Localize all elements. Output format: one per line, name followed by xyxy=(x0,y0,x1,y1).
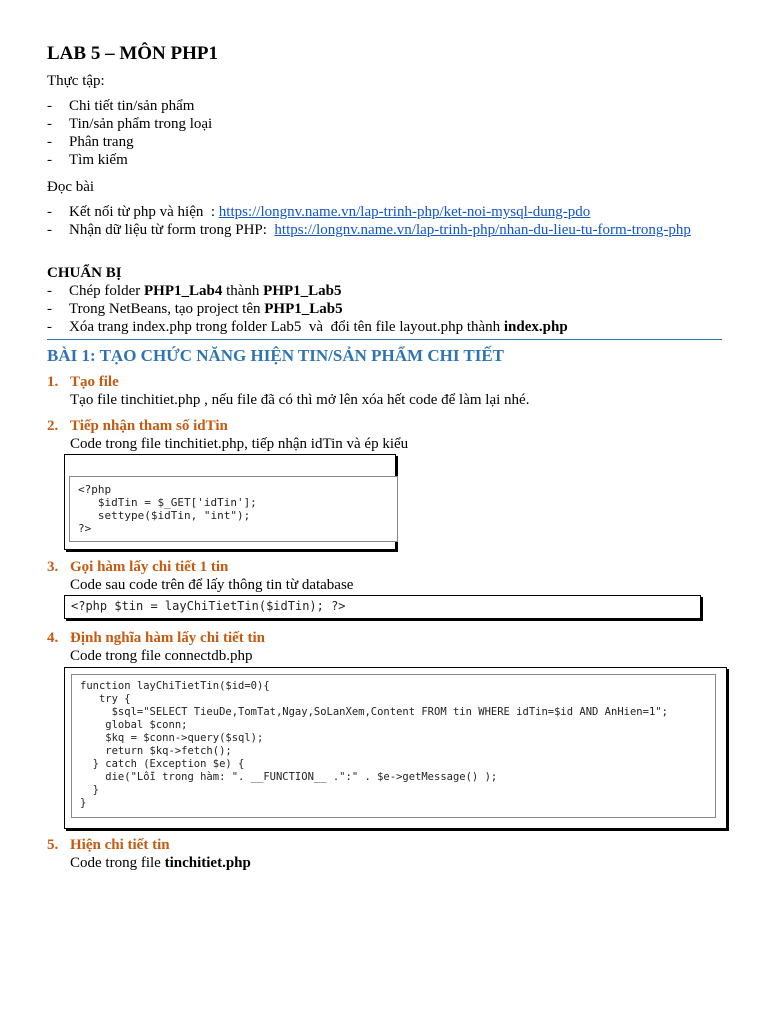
code-text: function layChiTietTin($id=0){ try { $sql="SELECT TieuDe,TomTat,Ngay,SoLanXem,Content FROM tin WHERE idTin=$id AND AnHien=1"; global $conn; $kq = $conn->query($sql); return $kq->fetch(); } catch (Exception $e) { die("Lỗi trong hàm: ". __FUNCTION__ .":" . $e->getMessage() ); } } xyxy=(80,680,668,809)
code-block-function xyxy=(71,674,716,818)
step-heading: Gọi hàm lấy chi tiết 1 tin xyxy=(70,559,229,575)
list-item: - Chép folder PHP1_Lab4 thành PHP1_Lab5 xyxy=(47,283,342,299)
step-body-file: tinchitiet.php xyxy=(164,855,251,871)
reading-heading: Đọc bài xyxy=(47,179,95,195)
prep-project-name: PHP1_Lab5 xyxy=(264,301,343,317)
prep-file-name: index.php xyxy=(503,319,568,335)
list-item: - Trong NetBeans, tạo project tên PHP1_Lab5 xyxy=(47,301,343,317)
list-item-text: Tìm kiếm xyxy=(69,152,128,168)
code-block-get-id xyxy=(69,476,398,542)
step-body: Code trong file tinchitiet.php, tiếp nhận idTin và ép kiểu xyxy=(70,436,409,452)
list-item-text: Tin/sản phẩm trong loại xyxy=(69,116,213,132)
step-body: Code trong file connectdb.php xyxy=(70,648,253,664)
prep-heading: CHUẨN BỊ xyxy=(47,265,122,281)
code-text: <?php $tin = layChiTietTin($idTin); ?> xyxy=(71,599,346,613)
step-heading: Tạo file xyxy=(70,374,119,390)
step-number: 3. xyxy=(47,559,59,575)
prep-text: Trong NetBeans, tạo project tên xyxy=(69,301,265,317)
step-heading: Định nghĩa hàm lấy chi tiết tin xyxy=(70,630,266,646)
step-body: Tạo file tinchitiet.php , nếu file đã có thì mở lên xóa hết code để làm lại nhé. xyxy=(70,392,530,408)
step-number: 2. xyxy=(47,418,59,434)
list-item: - Phân trang xyxy=(47,134,134,150)
code-text: <?php $idTin = $_GET['idTin']; settype($idTin, "int"); ?> xyxy=(78,483,257,535)
step-heading: Tiếp nhận tham số idTin xyxy=(70,418,228,434)
section-heading: BÀI 1: TẠO CHỨC NĂNG HIỆN TIN/SẢN PHẨM CHI TIẾT xyxy=(47,346,505,365)
list-item: - Tin/sản phẩm trong loại xyxy=(47,116,213,132)
list-item: - Xóa trang index.php trong folder Lab5 và đổi tên file layout.php thành index.php xyxy=(47,319,568,335)
step-number: 1. xyxy=(47,374,59,390)
prep-folder-old: PHP1_Lab4 xyxy=(143,283,223,299)
step-body: Code sau code trên để lấy thông tin từ database xyxy=(70,577,354,593)
divider xyxy=(47,339,722,340)
code-block-call xyxy=(64,595,701,619)
step-body xyxy=(70,854,251,872)
practice-list xyxy=(47,97,212,169)
step-number: 5. xyxy=(47,837,59,853)
list-item: - Chi tiết tin/sản phẩm xyxy=(47,98,195,114)
list-item-text: Kết nối từ php và hiện : xyxy=(69,204,219,220)
reading-list xyxy=(47,203,722,239)
list-item: - Tìm kiếm xyxy=(47,152,128,168)
prep-text: thành xyxy=(222,283,264,299)
list-item: - Nhận dữ liệu từ form trong PHP: https://longnv.name.vn/lap-trinh-php/nhan-du-lieu-tu-form-trong-php xyxy=(47,222,691,238)
prep-folder-new: PHP1_Lab5 xyxy=(263,283,342,299)
step-body-text: Code trong file xyxy=(70,855,165,871)
reading-link-pdo[interactable]: https://longnv.name.vn/lap-trinh-php/ket-noi-mysql-dung-pdo xyxy=(218,204,591,220)
list-item: - Kết nối từ php và hiện : https://longnv.name.vn/lap-trinh-php/ket-noi-mysql-dung-pdo xyxy=(47,204,591,220)
prep-text: Xóa trang index.php trong folder Lab5 và đổi tên file layout.php thành xyxy=(69,319,504,335)
prep-list xyxy=(47,282,568,336)
step-number: 4. xyxy=(47,630,59,646)
list-item-text: Phân trang xyxy=(69,134,134,150)
step-heading: Hiện chi tiết tin xyxy=(70,837,170,853)
practice-heading: Thực tập: xyxy=(47,73,105,89)
prep-text: Chép folder xyxy=(69,283,144,299)
list-item-text: Chi tiết tin/sản phẩm xyxy=(69,98,195,114)
page-title: LAB 5 – MÔN PHP1 xyxy=(47,43,218,64)
practice-section xyxy=(47,72,105,90)
reading-link-form[interactable]: https://longnv.name.vn/lap-trinh-php/nhan-du-lieu-tu-form-trong-php xyxy=(274,222,691,238)
list-item-text: Nhận dữ liệu từ form trong PHP: xyxy=(69,222,275,238)
